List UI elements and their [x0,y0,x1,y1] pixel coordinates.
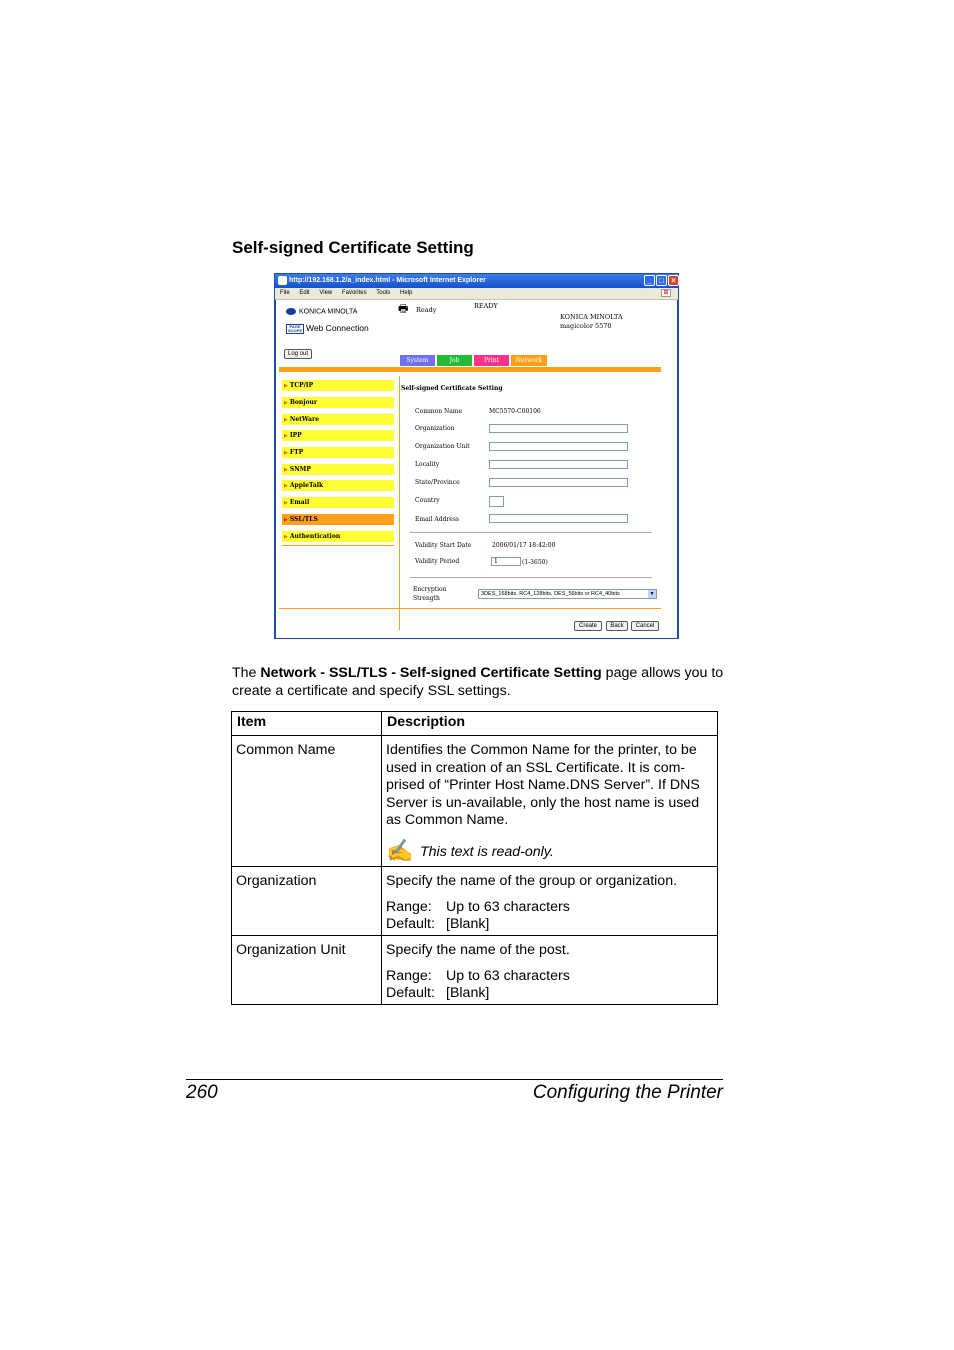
intro-paragraph: The Network - SSL/TLS - Self-signed Certificate Setting page allows you to create a certificate and specify SSL settings. [232,665,724,699]
menu-tools[interactable]: Tools [376,290,391,296]
cancel-button[interactable]: Cancel [631,621,659,631]
nav-item-tcpip[interactable]: ▶ TCP/IP [282,380,394,392]
nav-item-email[interactable]: ▶ Email [282,497,394,509]
validity-period-input[interactable]: 1 [491,557,521,566]
common-name-label: Common Name [415,408,463,415]
form-separator [410,577,652,578]
web-connection-logo: PAGE SCOPE Web Connection [287,323,369,333]
row-item-organization-unit: Organization Unit [232,936,382,1005]
minimize-icon[interactable]: _ [644,275,655,286]
create-button[interactable]: Create [574,621,602,631]
email-address-input[interactable] [489,514,628,523]
locality-label: Locality [415,461,440,468]
common-name-value: MC5570-C00106 [489,408,541,415]
state-province-label: State/Province [415,479,460,486]
tab-network[interactable]: Network [511,355,547,366]
page-number: 260 [186,1082,218,1103]
menu-edit[interactable]: Edit [299,290,310,296]
row-item-organization: Organization [232,867,382,936]
pagescope-badge: PAGE SCOPE [287,323,302,333]
status-label: Ready [416,306,437,314]
table-row [232,867,718,936]
validity-start-label: Validity Start Date [415,542,472,549]
encryption-strength-select[interactable]: 3DES_168bits, RC4_128bits, DES_56bits or RC4_40bits ▼ [478,589,657,599]
printer-model: magicolor 5570 [560,322,612,330]
strength-label: Strength [413,595,440,602]
nav-item-snmp[interactable]: ▶ SNMP [282,464,394,476]
windows-flag-icon: ⊞ [661,289,671,297]
arrow-right-icon: ▶ [284,417,288,423]
arrow-right-icon: ▶ [284,500,288,506]
arrow-right-icon: ▶ [284,400,288,406]
organization-label: Organization [415,425,455,432]
menu-file[interactable]: File [280,290,290,296]
encryption-label: Encryption [413,586,447,593]
menu-favorites[interactable]: Favorites [341,290,367,296]
locality-input[interactable] [489,460,628,469]
printer-brand: KONICA MINOLTA [560,313,623,321]
footer-rule [186,1079,723,1080]
row-desc-organization-unit: Specify the name of the post. Range: Up to 63 characters Default: [Blank] [382,936,718,1005]
table-row [232,736,718,867]
header-item: Item [232,712,382,736]
nav-item-ssl-tls[interactable]: ▶ SSL/TLS [282,514,394,526]
arrow-right-icon: ▶ [284,383,288,389]
header-description: Description [382,712,718,736]
nav-item-bonjour[interactable]: ▶ Bonjour [282,397,394,409]
organization-unit-input[interactable] [489,442,628,451]
tab-system[interactable]: System [400,355,435,366]
status-value: READY [474,302,498,310]
tab-job[interactable]: Job [437,355,472,366]
logout-button[interactable]: Log out [284,349,312,359]
nav-item-appletalk[interactable]: ▶ AppleTalk [282,480,394,492]
table-header-row [232,712,718,736]
spec-table [231,711,718,1005]
nav-bottom-rule [282,545,394,546]
country-label: Country [415,497,440,504]
back-button[interactable]: Back [606,621,628,631]
form-separator [410,532,652,533]
nav-item-ipp[interactable]: ▶ IPP [282,430,394,442]
chevron-down-icon: ▼ [649,591,655,597]
printer-icon: 🖶 [398,303,409,315]
intro-page-path: Network - SSL/TLS - Self-signed Certificate Setting [260,665,602,681]
window-titlebar [275,274,678,288]
arrow-right-icon: ▶ [284,534,288,540]
validity-period-label: Validity Period [415,558,460,565]
form-bottom-rule [279,608,661,609]
menu-bar [275,288,678,300]
arrow-right-icon: ▶ [284,433,288,439]
tab-print[interactable]: Print [474,355,509,366]
form-title: Self-signed Certificate Setting [401,385,503,392]
arrow-right-icon: ▶ [284,467,288,473]
organization-input[interactable] [489,424,628,433]
note [386,837,713,863]
arrow-right-icon: ▶ [284,517,288,523]
window-title: http://192.168.1.2/a_index.html - Microsoft Internet Explorer [289,277,486,284]
browser-content [276,300,677,638]
note-text: This text is read-only. [420,844,554,860]
validity-start-value: 2006/01/17 18:42:00 [492,542,556,549]
menu-view[interactable]: View [319,290,333,296]
tab-underline [279,367,661,372]
globe-icon [286,308,296,315]
table-row [232,936,718,1005]
nav-item-ftp[interactable]: ▶ FTP [282,447,394,459]
konica-minolta-logo: KONICA MINOLTA [286,308,357,315]
validity-period-range: (1-3650) [522,559,548,566]
row-item-common-name: Common Name [232,736,382,867]
close-icon[interactable]: × [668,275,679,286]
nav-item-authentication[interactable]: ▶ Authentication [282,531,394,543]
footer-title: Configuring the Printer [532,1082,723,1103]
content-divider [399,376,400,630]
country-input[interactable] [489,496,504,507]
section-heading: Self-signed Certificate Setting [232,238,474,257]
browser-window [274,273,679,639]
email-address-label: Email Address [415,516,459,523]
note-pencil-icon: ✍ [386,837,414,863]
menu-help[interactable]: Help [399,290,413,296]
row-desc-organization: Specify the name of the group or organization. Range: Up to 63 characters Default: [Blank] [382,867,718,936]
nav-item-netware[interactable]: ▶ NetWare [282,414,394,426]
maximize-icon[interactable]: □ [656,275,667,286]
ie-icon [278,276,287,285]
arrow-right-icon: ▶ [284,483,288,489]
arrow-right-icon: ▶ [284,450,288,456]
organization-unit-label: Organization Unit [415,443,470,450]
row-desc-common-name: Identifies the Common Name for the printer, to be used in creation of an SSL Certificate. It is com- prised of “Printer Host Name.DNS Server”. If DNS Server is un-available, only the host name is used as Common Name. ✍ This text is read-only. [382,736,718,867]
state-province-input[interactable] [489,478,628,487]
